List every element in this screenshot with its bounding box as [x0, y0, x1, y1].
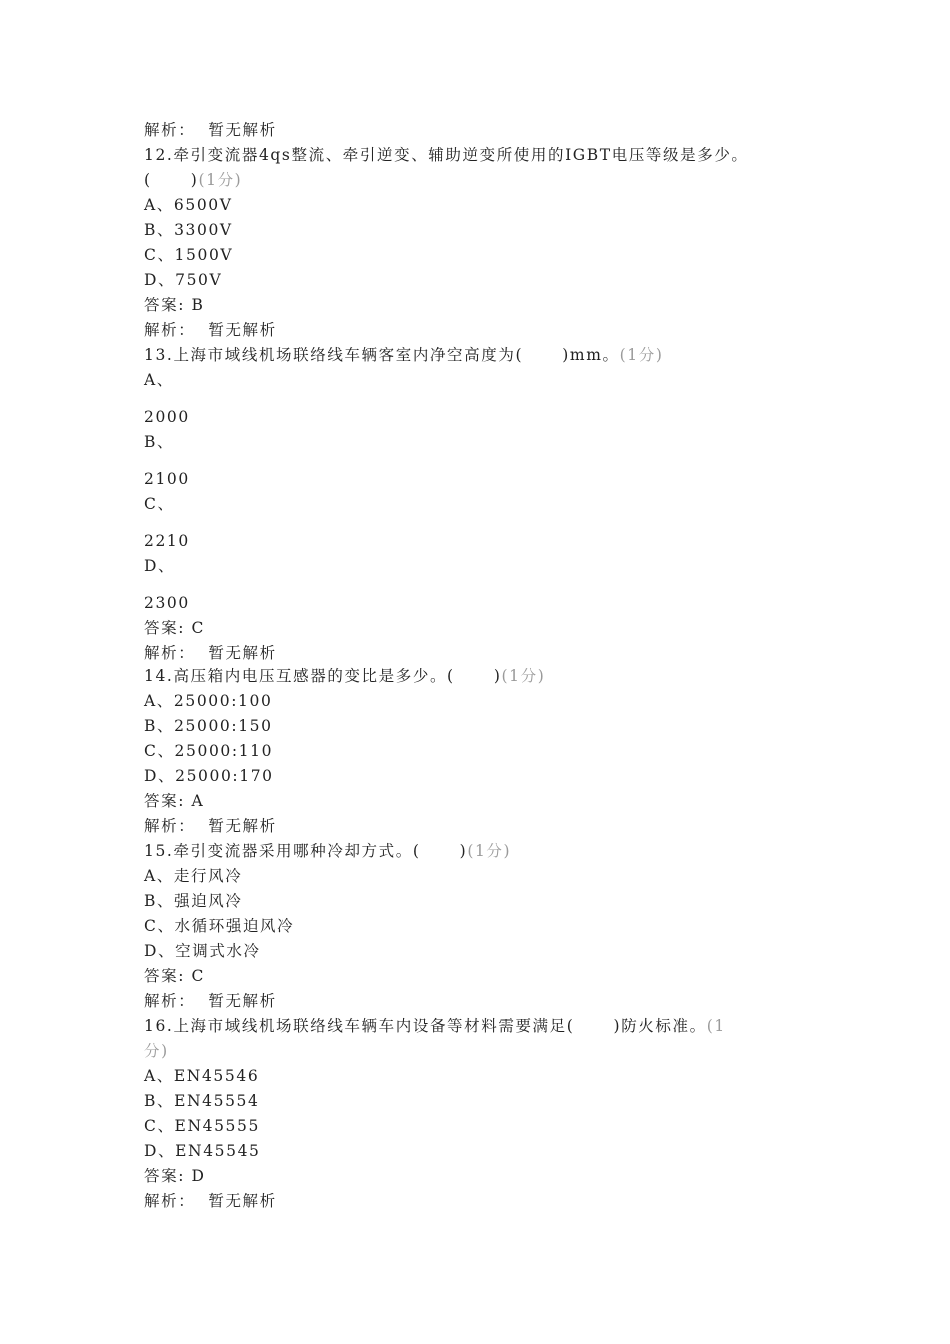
text-line — [144, 643, 277, 663]
score-label: (1分) — [198, 171, 243, 189]
text-line — [144, 345, 663, 365]
line-text: A、走行风冷 — [144, 867, 243, 885]
line-text: 16.上海市域线机场联络线车辆车内设备等材料需要满足( )防火标准。 — [144, 1017, 707, 1035]
text-line — [144, 432, 174, 452]
line-text: A、 — [144, 371, 174, 389]
text-line — [144, 666, 545, 686]
line-text: ( ) — [144, 171, 199, 189]
text-line — [144, 618, 205, 638]
line-text: B、强迫风冷 — [144, 892, 243, 910]
line-text: 答案: D — [144, 1167, 206, 1185]
text-line — [144, 1166, 206, 1186]
text-line — [144, 1091, 259, 1111]
score-label: (1分) — [467, 842, 512, 860]
text-line — [144, 370, 174, 390]
line-text: B、25000:150 — [144, 717, 273, 735]
line-text: 12.牵引变流器4qs整流、牵引逆变、辅助逆变所使用的IGBT电压等级是多少。 — [144, 146, 749, 164]
text-line — [144, 407, 190, 427]
line-text: C、1500V — [144, 246, 234, 264]
score-label: 分) — [144, 1042, 169, 1060]
line-text: A、6500V — [144, 196, 233, 214]
text-line — [144, 1066, 259, 1086]
text-line — [144, 1141, 261, 1161]
line-text: 14.高压箱内电压互感器的变比是多少。( ) — [144, 667, 502, 685]
line-text: D、25000:170 — [144, 767, 274, 785]
text-line — [144, 245, 233, 265]
score-label: (1分) — [619, 346, 664, 364]
text-line — [144, 816, 277, 836]
line-text: D、 — [144, 557, 176, 575]
text-line — [144, 145, 749, 165]
line-text: D、空调式水冷 — [144, 942, 261, 960]
text-line — [144, 991, 277, 1011]
line-text: A、25000:100 — [144, 692, 273, 710]
text-line — [144, 170, 242, 190]
text-line — [144, 866, 242, 886]
text-line — [144, 941, 261, 961]
text-line — [144, 916, 294, 936]
text-line — [144, 791, 204, 811]
line-text: 2000 — [144, 408, 190, 426]
line-text: 2300 — [144, 594, 190, 612]
text-line — [144, 320, 277, 340]
line-text: 答案: C — [144, 619, 206, 637]
line-text: C、EN45555 — [144, 1117, 260, 1135]
score-label: (1分) — [501, 667, 546, 685]
text-line — [144, 1116, 260, 1136]
line-text: A、EN45546 — [144, 1067, 260, 1085]
text-line — [144, 295, 205, 315]
text-line — [144, 469, 190, 489]
line-text: 2100 — [144, 470, 190, 488]
line-text: B、EN45554 — [144, 1092, 260, 1110]
line-text: C、25000:110 — [144, 742, 274, 760]
text-line — [144, 891, 243, 911]
text-line — [144, 966, 205, 986]
line-text: D、EN45545 — [144, 1142, 261, 1160]
text-line — [144, 716, 273, 736]
line-text: 答案: A — [144, 792, 205, 810]
text-line — [144, 741, 273, 761]
line-text: D、750V — [144, 271, 223, 289]
text-line — [144, 220, 233, 240]
text-line — [144, 531, 190, 551]
text-line — [144, 691, 272, 711]
line-text: 15.牵引变流器采用哪种冷却方式。( ) — [144, 842, 468, 860]
line-text: 解析： 暂无解析 — [144, 817, 277, 835]
text-line — [144, 494, 175, 514]
text-line — [144, 593, 190, 613]
line-text: 答案: B — [144, 296, 205, 314]
text-line — [144, 120, 277, 140]
text-line — [144, 1041, 169, 1061]
line-text: 解析： 暂无解析 — [144, 321, 277, 339]
text-line — [144, 1191, 277, 1211]
text-line — [144, 556, 175, 576]
line-text: 解析： 暂无解析 — [144, 1192, 277, 1210]
line-text: 13.上海市域线机场联络线车辆客室内净空高度为( )mm。 — [144, 346, 620, 364]
line-text: 解析： 暂无解析 — [144, 644, 277, 662]
text-line — [144, 766, 274, 786]
text-line — [144, 195, 233, 215]
line-text: 答案: C — [144, 967, 206, 985]
line-text: 解析： 暂无解析 — [144, 121, 277, 139]
line-text: C、 — [144, 495, 175, 513]
text-line — [144, 841, 511, 861]
line-text: B、 — [144, 433, 175, 451]
text-line — [144, 270, 222, 290]
score-label: (1 — [706, 1017, 726, 1035]
line-text: C、水循环强迫风冷 — [144, 917, 295, 935]
line-text: 解析： 暂无解析 — [144, 992, 277, 1010]
line-text: 2210 — [144, 532, 190, 550]
text-line — [144, 1016, 726, 1036]
line-text: B、3300V — [144, 221, 233, 239]
